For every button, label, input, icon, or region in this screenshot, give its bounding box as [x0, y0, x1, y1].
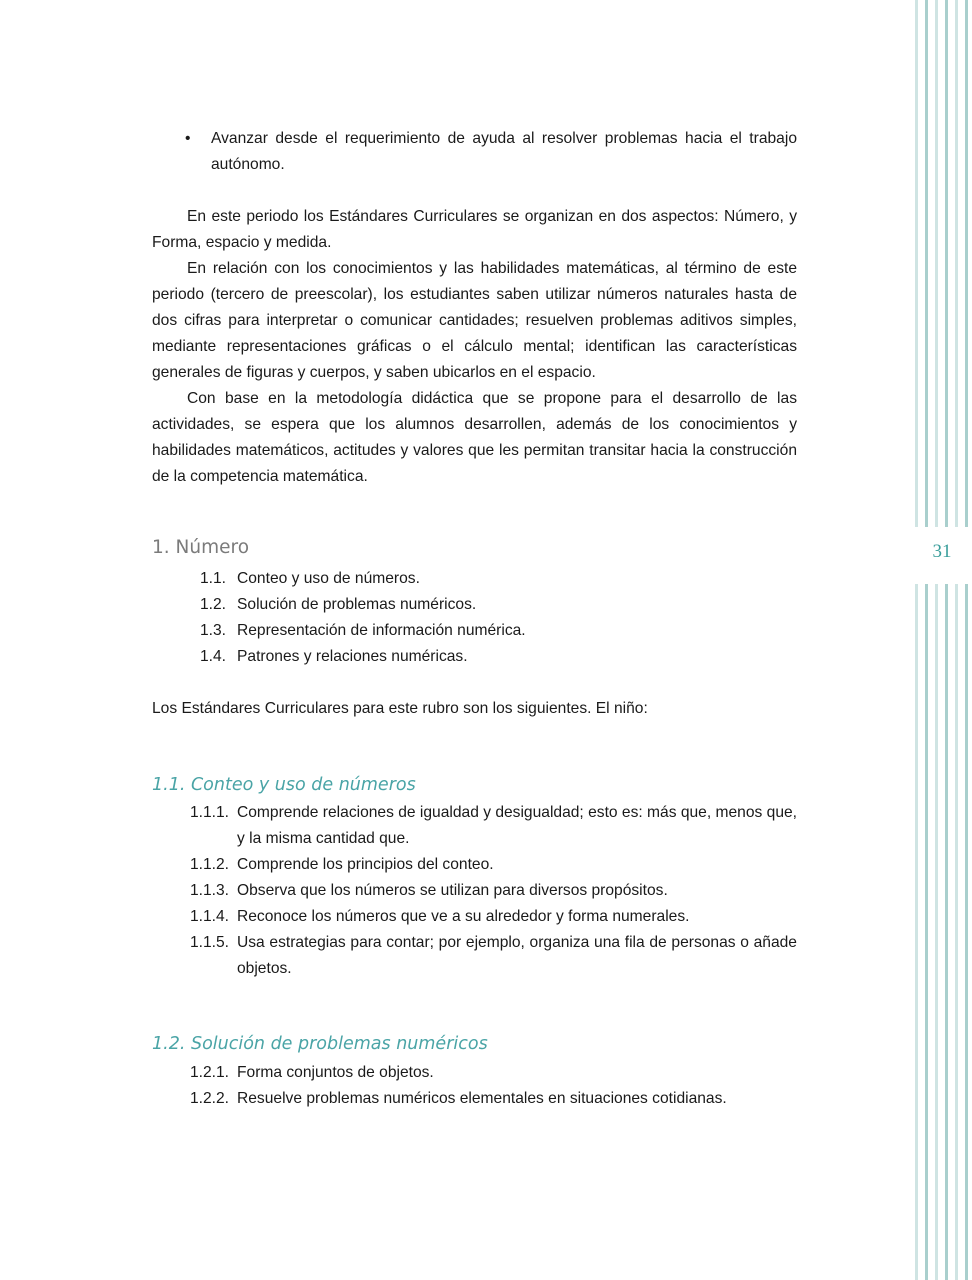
list-item-number: 1.1.3.: [190, 882, 230, 899]
list-item-text: Patrones y relaciones numéricas.: [237, 648, 468, 665]
list-item-text: Comprende los principios del conteo.: [237, 856, 494, 873]
stripe: [965, 584, 968, 1280]
stripe: [945, 0, 948, 527]
list-item: [152, 566, 797, 592]
bullet-text: Avanzar desde el requerimiento de ayuda al resolver problemas hacia el trabajo autónomo.: [211, 130, 797, 173]
list-item: [152, 852, 797, 878]
list-item-text: Forma conjuntos de objetos.: [237, 1064, 434, 1081]
body-paragraphs: [152, 204, 797, 490]
list-item: [152, 592, 797, 618]
list-item-number: 1.1.2.: [190, 856, 230, 873]
list-item-text: Conteo y uso de números.: [237, 570, 420, 587]
list-item: [152, 618, 797, 644]
paragraph: En relación con los conocimientos y las habilidades matemáticas, al término de este periodo (tercero de preescolar), los estudiantes saben utilizar números naturales hasta de dos cifras para interpretar o comunicar cantidades; resuelven problemas aditivos simples, mediante representaciones gráficas o el cálculo mental; identifican las características generales de figuras y cuerpos, y saben ubicarlos en el espacio.: [152, 260, 797, 381]
bullet-item: [152, 126, 797, 178]
list-item-text: Solución de problemas numéricos.: [237, 596, 477, 613]
list-item-number: 1.3.: [200, 622, 227, 639]
list-item-text: Comprende relaciones de igualdad y desigualdad; esto es: más que, menos que, y la misma cantidad que.: [237, 804, 797, 847]
list-item: [152, 800, 797, 852]
paragraph: Con base en la metodología didáctica que se propone para el desarrollo de las actividades, se espera que los alumnos desarrollen, además de los conocimientos y habilidades matemáticos, actitudes y valores que les permitan transitar hacia la construcción de la competencia matemática.: [152, 390, 797, 485]
stripe: [955, 584, 958, 1280]
paragraph: En este periodo los Estándares Curriculares se organizan en dos aspectos: Número, y Forma, espacio y medida.: [152, 208, 797, 251]
list-item-text: Reconoce los números que ve a su alrededor y forma numerales.: [237, 908, 690, 925]
list-item-number: 1.4.: [200, 648, 227, 665]
section-heading: 1. Número: [152, 537, 250, 558]
list-item-number: 1.1.4.: [190, 908, 230, 925]
stripe: [925, 584, 928, 1280]
list-item: [152, 930, 797, 982]
list-item: [152, 644, 797, 670]
list-item: [152, 1060, 797, 1086]
subsection-item-list: [152, 800, 797, 982]
stripe: [915, 0, 918, 527]
list-item-number: 1.1.: [200, 570, 227, 587]
list-item: [152, 878, 797, 904]
list-item-number: 1.2.1.: [190, 1064, 230, 1081]
list-item-number: 1.2.2.: [190, 1090, 230, 1107]
stripe: [915, 584, 918, 1280]
stripe: [955, 0, 958, 527]
stripe: [965, 0, 968, 527]
list-item-text: Usa estrategias para contar; por ejemplo, organiza una fila de personas o añade objetos.: [237, 934, 797, 977]
list-item: [152, 1086, 797, 1112]
list-item-number: 1.1.5.: [190, 934, 230, 951]
section-item-list: [152, 566, 797, 670]
stripe: [935, 584, 938, 1280]
stripe: [945, 584, 948, 1280]
list-item: [152, 904, 797, 930]
list-item-text: Representación de información numérica.: [237, 622, 526, 639]
bullet-dot-icon: •: [185, 130, 191, 147]
subsection-item-list: [152, 1060, 797, 1112]
list-item-number: 1.2.: [200, 596, 227, 613]
stripe: [935, 0, 938, 527]
page-number: 31: [932, 541, 952, 562]
list-item-text: Observa que los números se utilizan para diversos propósitos.: [237, 882, 668, 899]
intro-line: Los Estándares Curriculares para este rubro son los siguientes. El niño:: [152, 700, 648, 717]
subsection-heading: 1.1. Conteo y uso de números: [152, 775, 416, 795]
list-item-text: Resuelve problemas numéricos elementales en situaciones cotidianas.: [237, 1090, 727, 1107]
list-item-number: 1.1.1.: [190, 804, 230, 821]
subsection-heading: 1.2. Solución de problemas numéricos: [152, 1034, 488, 1054]
stripe: [925, 0, 928, 527]
margin-stripes-decoration: [914, 0, 972, 1280]
